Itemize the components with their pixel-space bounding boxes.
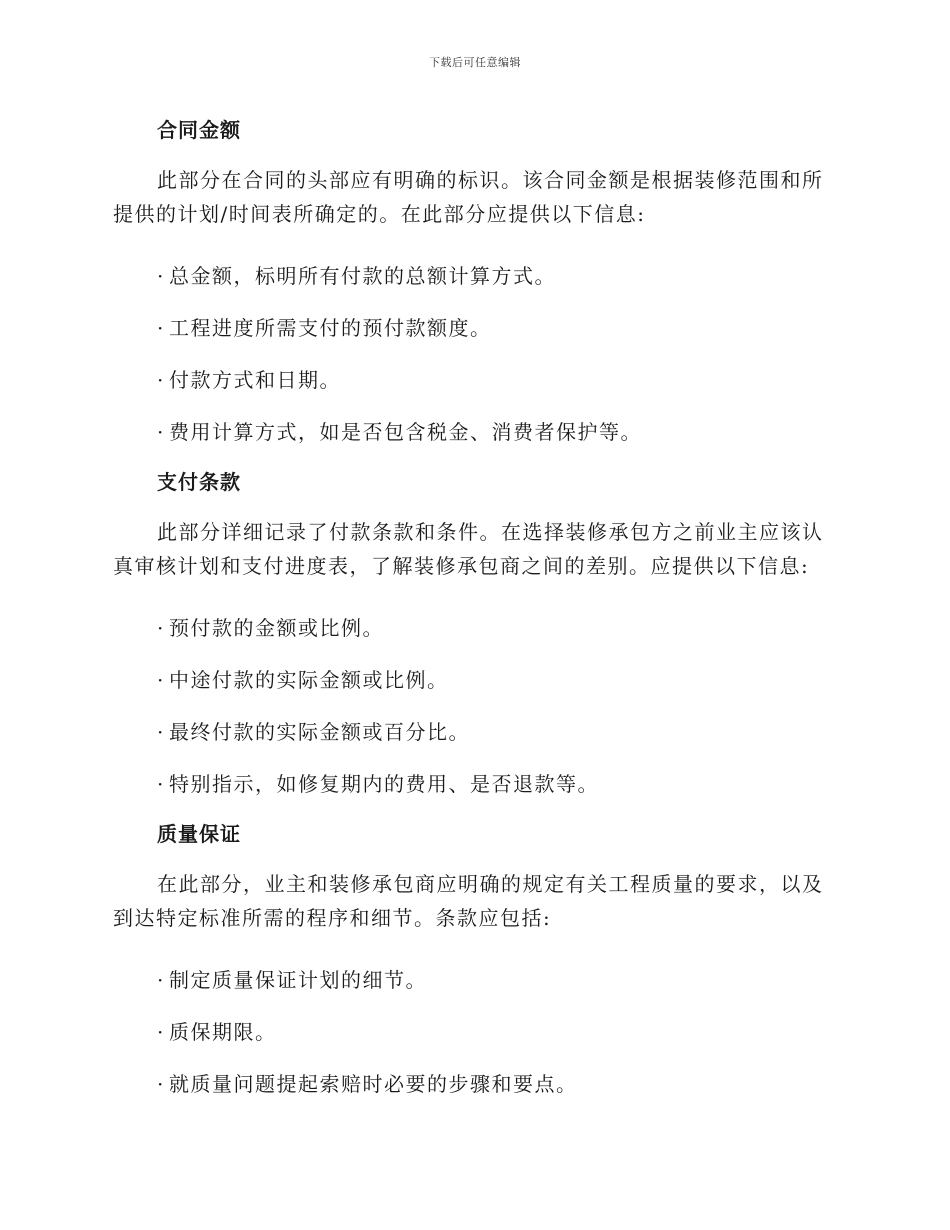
list-item bbox=[157, 312, 492, 341]
list-item bbox=[157, 768, 599, 797]
bullet-dot: · bbox=[157, 968, 165, 992]
list-item bbox=[157, 260, 556, 289]
section-paragraph-contract-amount: 此部分在合同的头部应有明确的标识。该合同金额是根据装修范围和所提供的计划/时间表所确定的。在此部分应提供以下信息: bbox=[113, 168, 824, 226]
bullet-dot: · bbox=[157, 1020, 165, 1044]
section-heading-contract-amount: 合同金额 bbox=[157, 118, 241, 142]
bullet-dot: · bbox=[157, 1072, 165, 1096]
list-item bbox=[157, 364, 341, 393]
list-item bbox=[157, 716, 470, 745]
list-item-text: 质保期限。 bbox=[169, 1020, 277, 1044]
list-item-text: 总金额，标明所有付款的总额计算方式。 bbox=[169, 264, 556, 288]
bullet-dot: · bbox=[157, 720, 165, 744]
list-item-text: 就质量问题提起索赔时必要的步骤和要点。 bbox=[169, 1072, 578, 1096]
list-item-text: 工程进度所需支付的预付款额度。 bbox=[169, 316, 492, 340]
list-item bbox=[157, 1016, 277, 1045]
bullet-dot: · bbox=[157, 772, 165, 796]
bullet-dot: · bbox=[157, 668, 165, 692]
list-item-text: 制定质量保证计划的细节。 bbox=[169, 968, 427, 992]
list-item bbox=[157, 664, 449, 693]
bullet-dot: · bbox=[157, 368, 165, 392]
list-item-text: 预付款的金额或比例。 bbox=[169, 616, 384, 640]
list-item-text: 特别指示，如修复期内的费用、是否退款等。 bbox=[169, 772, 599, 796]
list-item bbox=[157, 964, 427, 993]
list-item-text: 中途付款的实际金额或比例。 bbox=[169, 668, 449, 692]
list-item bbox=[157, 1068, 578, 1097]
list-item bbox=[157, 416, 642, 445]
list-item bbox=[157, 612, 384, 641]
list-item-text: 最终付款的实际金额或百分比。 bbox=[169, 720, 470, 744]
section-heading-quality-assurance: 质量保证 bbox=[157, 822, 241, 846]
section-paragraph-quality-assurance: 在此部分，业主和装修承包商应明确的规定有关工程质量的要求，以及到达特定标准所需的程序和细节。条款应包括: bbox=[113, 872, 824, 930]
bullet-dot: · bbox=[157, 264, 165, 288]
bullet-dot: · bbox=[157, 316, 165, 340]
bullet-dot: · bbox=[157, 616, 165, 640]
section-paragraph-payment-terms: 此部分详细记录了付款条款和条件。在选择装修承包方之前业主应该认真审核计划和支付进度表，了解装修承包商之间的差别。应提供以下信息: bbox=[113, 520, 824, 578]
section-heading-payment-terms: 支付条款 bbox=[157, 470, 241, 494]
list-item-text: 付款方式和日期。 bbox=[169, 368, 341, 392]
bullet-dot: · bbox=[157, 420, 165, 444]
header-note: 下载后可任意编辑 bbox=[429, 56, 521, 69]
list-item-text: 费用计算方式，如是否包含税金、消费者保护等。 bbox=[169, 420, 642, 444]
